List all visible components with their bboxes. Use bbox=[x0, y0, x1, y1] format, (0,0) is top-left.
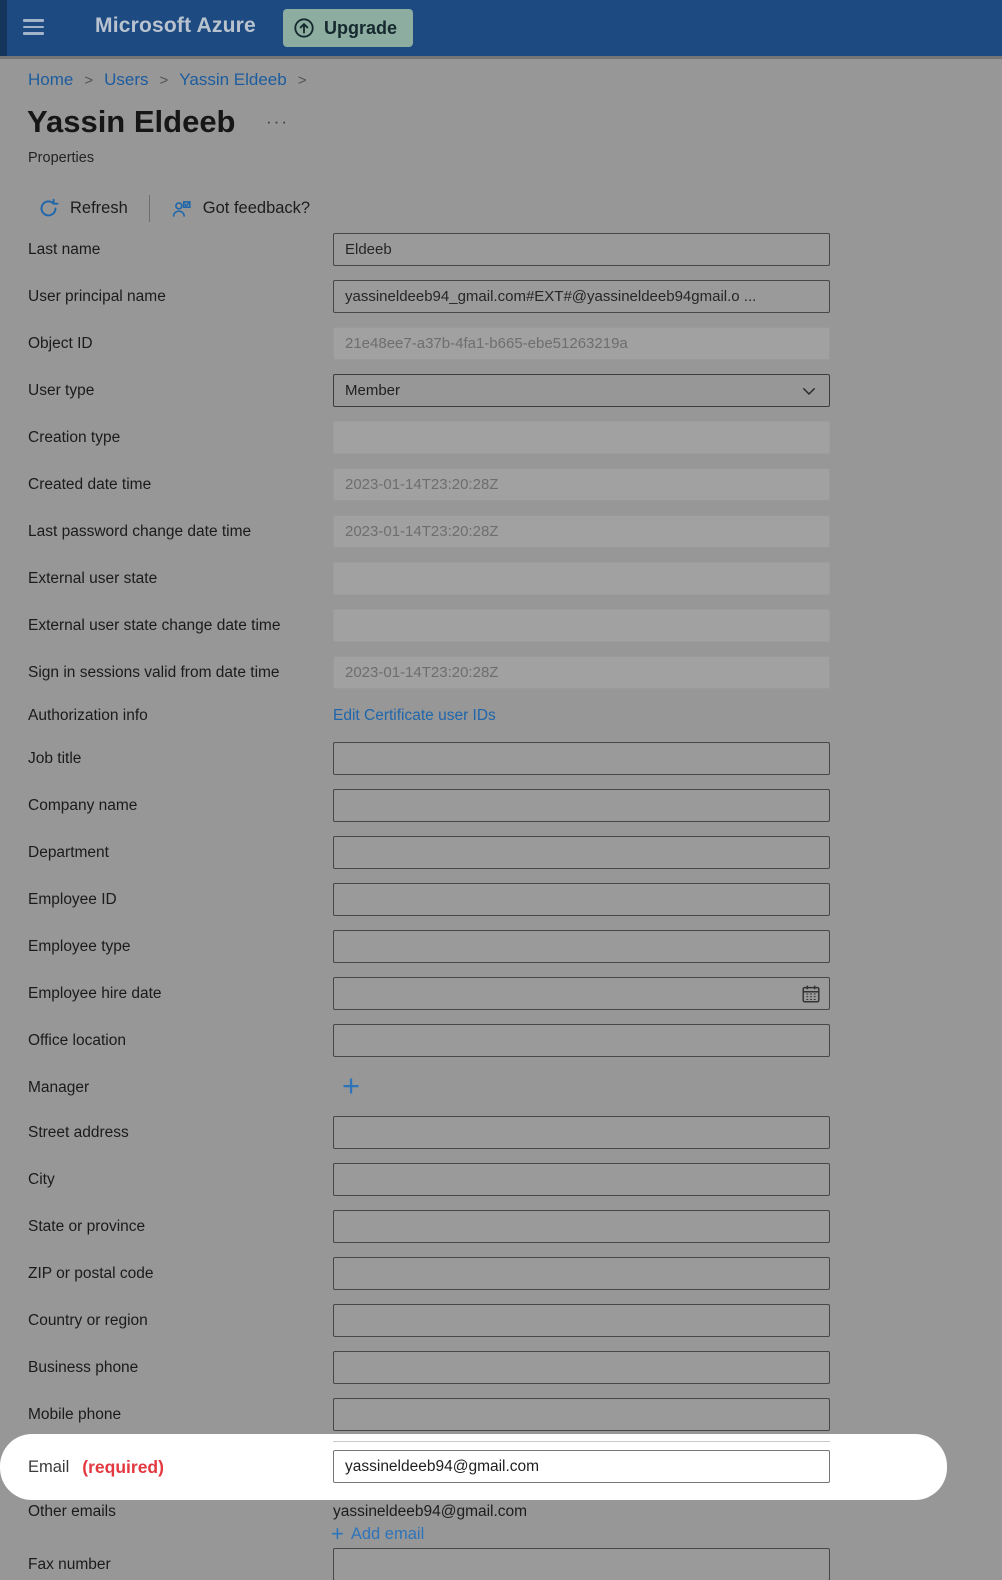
field-row-user-principal-name bbox=[28, 280, 978, 327]
breadcrumb-separator: > bbox=[84, 71, 94, 89]
feedback-label: Got feedback? bbox=[202, 198, 311, 217]
input-job-title[interactable] bbox=[333, 742, 830, 775]
input-business-phone[interactable] bbox=[333, 1351, 830, 1384]
field-row-last-name bbox=[28, 233, 978, 280]
revealed-input-border bbox=[333, 1441, 830, 1442]
label-city: City bbox=[28, 1171, 55, 1188]
label-last-name: Last name bbox=[28, 241, 101, 258]
input-city[interactable] bbox=[333, 1163, 830, 1196]
label-fax-number: Fax number bbox=[28, 1556, 111, 1573]
label-creation-type: Creation type bbox=[28, 429, 121, 446]
input-country-or-region[interactable] bbox=[333, 1304, 830, 1337]
add-manager-button[interactable]: + bbox=[342, 1068, 361, 1103]
upgrade-button[interactable] bbox=[283, 9, 413, 47]
product-title: Microsoft Azure bbox=[95, 14, 256, 37]
add-email-label: Add email bbox=[350, 1524, 425, 1543]
page-title: Yassin Eldeeb bbox=[27, 104, 236, 139]
label-country-or-region: Country or region bbox=[28, 1312, 148, 1329]
field-row-street-address bbox=[28, 1116, 978, 1163]
field-row-creation-type bbox=[28, 421, 978, 468]
input-sign-in-sessions-valid-from-date-time: 2023-01-14T23:20:28Z bbox=[333, 656, 830, 689]
input-object-id: 21e48ee7-a37b-4fa1-b665-ebe51263219a bbox=[333, 327, 830, 360]
field-row-authorization-info bbox=[28, 703, 978, 742]
label-sign-in-sessions-valid-from-date-time: Sign in sessions valid from date time bbox=[28, 664, 280, 681]
field-row-fax-number bbox=[28, 1548, 830, 1580]
field-row-company-name bbox=[28, 789, 978, 836]
email-required-badge: (required) bbox=[82, 1456, 164, 1477]
feedback-icon bbox=[171, 198, 192, 219]
field-row-external-user-state-change-date-time bbox=[28, 609, 978, 656]
upgrade-label: Upgrade bbox=[324, 17, 398, 38]
refresh-icon bbox=[38, 198, 59, 219]
input-office-location[interactable] bbox=[333, 1024, 830, 1057]
email-input[interactable]: yassineldeeb94@gmail.com bbox=[333, 1450, 830, 1483]
calendar-icon[interactable] bbox=[800, 983, 822, 1005]
field-row-last-password-change-date-time bbox=[28, 515, 978, 562]
input-last-password-change-date-time: 2023-01-14T23:20:28Z bbox=[333, 515, 830, 548]
azure-topbar bbox=[0, 0, 1002, 56]
input-employee-type[interactable] bbox=[333, 930, 830, 963]
field-row-employee-id bbox=[28, 883, 978, 930]
field-row-employee-type bbox=[28, 930, 978, 977]
label-company-name: Company name bbox=[28, 797, 138, 814]
label-business-phone: Business phone bbox=[28, 1359, 139, 1376]
label-external-user-state-change-date-time: External user state change date time bbox=[28, 617, 281, 634]
label-mobile-phone: Mobile phone bbox=[28, 1406, 122, 1423]
breadcrumb-separator: > bbox=[297, 71, 307, 89]
field-row-state-or-province bbox=[28, 1210, 978, 1257]
topbar-shadow bbox=[0, 56, 1002, 59]
field-row-department bbox=[28, 836, 978, 883]
refresh-label: Refresh bbox=[70, 198, 128, 217]
field-row-user-type bbox=[28, 374, 978, 421]
label-external-user-state: External user state bbox=[28, 570, 158, 587]
topbar-left-edge bbox=[0, 0, 7, 56]
field-row-zip-or-postal-code bbox=[28, 1257, 978, 1304]
input-employee-id[interactable] bbox=[333, 883, 830, 916]
other-emails-row bbox=[28, 1502, 527, 1522]
label-office-location: Office location bbox=[28, 1032, 126, 1049]
field-row-employee-hire-date bbox=[28, 977, 978, 1024]
label-manager: Manager bbox=[28, 1079, 90, 1096]
field-row-city bbox=[28, 1163, 978, 1210]
label-authorization-info: Authorization info bbox=[28, 707, 148, 724]
input-department[interactable] bbox=[333, 836, 830, 869]
label-user-type: User type bbox=[28, 382, 95, 399]
field-row-external-user-state bbox=[28, 562, 978, 609]
input-created-date-time: 2023-01-14T23:20:28Z bbox=[333, 468, 830, 501]
email-spotlight bbox=[0, 1434, 947, 1500]
add-email-button[interactable] bbox=[331, 1521, 425, 1546]
field-row-object-id bbox=[28, 327, 978, 374]
feedback-button[interactable] bbox=[171, 198, 310, 219]
input-company-name[interactable] bbox=[333, 789, 830, 822]
link-authorization-info[interactable]: Edit Certificate user IDs bbox=[333, 707, 496, 724]
input-external-user-state-change-date-time bbox=[333, 609, 830, 642]
select-user-type-value: Member bbox=[345, 382, 401, 399]
form-rows bbox=[28, 233, 978, 1445]
input-external-user-state bbox=[333, 562, 830, 595]
arrow-up-circle-icon bbox=[293, 17, 315, 39]
toolbar-divider bbox=[149, 195, 150, 222]
breadcrumb bbox=[28, 70, 317, 90]
breadcrumb-home[interactable]: Home bbox=[28, 70, 74, 89]
chevron-down-icon bbox=[800, 382, 818, 400]
input-employee-hire-date[interactable] bbox=[333, 977, 830, 1010]
field-row-manager bbox=[28, 1068, 978, 1116]
label-zip-or-postal-code: ZIP or postal code bbox=[28, 1265, 154, 1282]
label-user-principal-name: User principal name bbox=[28, 288, 166, 305]
hamburger-menu-icon[interactable] bbox=[23, 19, 44, 36]
label-employee-id: Employee ID bbox=[28, 891, 117, 908]
other-emails-value: yassineldeeb94@gmail.com bbox=[333, 1503, 528, 1520]
other-emails-label: Other emails bbox=[28, 1503, 116, 1520]
label-object-id: Object ID bbox=[28, 335, 93, 352]
input-zip-or-postal-code[interactable] bbox=[333, 1257, 830, 1290]
label-employee-hire-date: Employee hire date bbox=[28, 985, 162, 1002]
input-fax-number[interactable] bbox=[333, 1548, 830, 1580]
label-street-address: Street address bbox=[28, 1124, 129, 1141]
field-row-country-or-region bbox=[28, 1304, 978, 1351]
plus-icon: + bbox=[331, 1521, 344, 1546]
label-department: Department bbox=[28, 844, 109, 861]
input-last-name[interactable]: Eldeeb bbox=[333, 233, 830, 266]
breadcrumb-users[interactable]: Users bbox=[104, 70, 149, 89]
breadcrumb-current-user[interactable]: Yassin Eldeeb bbox=[179, 70, 287, 89]
input-state-or-province[interactable] bbox=[333, 1210, 830, 1243]
more-menu-icon[interactable]: ··· bbox=[266, 112, 289, 131]
select-user-type[interactable] bbox=[333, 374, 830, 407]
field-row-business-phone bbox=[28, 1351, 978, 1398]
page-subtitle: Properties bbox=[28, 150, 95, 166]
label-created-date-time: Created date time bbox=[28, 476, 152, 493]
command-toolbar bbox=[38, 194, 310, 222]
email-label: Email bbox=[28, 1457, 70, 1476]
breadcrumb-separator: > bbox=[159, 71, 169, 89]
label-last-password-change-date-time: Last password change date time bbox=[28, 523, 252, 540]
input-mobile-phone[interactable] bbox=[333, 1398, 830, 1431]
field-row-sign-in-sessions-valid-from-date-time bbox=[28, 656, 978, 703]
input-creation-type bbox=[333, 421, 830, 454]
label-job-title: Job title bbox=[28, 750, 82, 767]
input-user-principal-name[interactable]: yassineldeeb94_gmail.com#EXT#@yassineldeeb94gmail.o ... bbox=[333, 280, 830, 313]
label-employee-type: Employee type bbox=[28, 938, 131, 955]
field-row-office-location bbox=[28, 1024, 978, 1071]
label-state-or-province: State or province bbox=[28, 1218, 146, 1235]
field-row-created-date-time bbox=[28, 468, 978, 515]
input-street-address[interactable] bbox=[333, 1116, 830, 1149]
refresh-button[interactable] bbox=[38, 198, 128, 219]
field-row-job-title bbox=[28, 742, 978, 789]
